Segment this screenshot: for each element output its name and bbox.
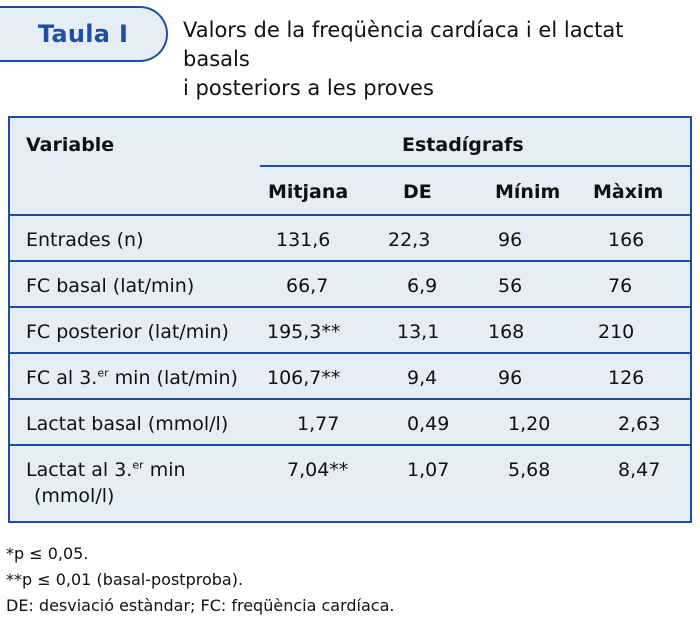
caption-line-2: i posteriors a les proves (183, 76, 434, 100)
row-separator (10, 352, 690, 354)
cell-maxim: 8,47 (618, 459, 661, 481)
header-group-estadigrafs: Estadígrafs (402, 134, 524, 156)
cell-maxim: 126 (608, 367, 645, 389)
cell-de: 6,9 (407, 275, 438, 297)
cell-de: 9,4 (407, 367, 438, 389)
header-col-de: DE (403, 181, 432, 203)
table-number-tab (0, 6, 168, 62)
header-col-maxim: Màxim (593, 181, 664, 203)
header-separator (10, 214, 690, 216)
row-separator (10, 306, 690, 308)
cell-maxim: 166 (608, 229, 645, 251)
row-label-lactat-3-min-unit: (mmol/l) (34, 485, 115, 507)
row-label-lactat-3-min: Lactat al 3.$^{er}$ min (26, 458, 186, 481)
header-col-mitjana: Mitjana (268, 181, 349, 203)
cell-de: 22,3 (388, 229, 431, 251)
row-label-fc-basal: FC basal (lat/min) (26, 275, 195, 297)
cell-mitjana: 131,6 (276, 229, 331, 251)
cell-maxim: 76 (608, 275, 633, 297)
cell-de: 0,49 (407, 413, 450, 435)
cell-minim: 168 (488, 321, 525, 343)
footnote-abbreviations: DE: desviació estàndar; FC: freqüència cardíaca. (6, 596, 395, 615)
table-number-label: Taula I (37, 20, 129, 48)
footnote-p-001: **p ≤ 0,01 (basal-postproba). (6, 570, 244, 589)
row-label-entrades: Entrades (n) (26, 229, 144, 251)
header-group-underline (260, 165, 690, 167)
cell-minim: 5,68 (508, 459, 551, 481)
cell-minim: 96 (498, 367, 523, 389)
cell-maxim: 210 (598, 321, 635, 343)
row-separator (10, 444, 690, 446)
cell-minim: 1,20 (508, 413, 551, 435)
caption-line-1: Valors de la freqüència cardíaca i el lactat basals (183, 18, 624, 71)
header-variable: Variable (26, 134, 115, 156)
cell-maxim: 2,63 (618, 413, 661, 435)
table-caption (183, 16, 693, 103)
cell-mitjana: 195,3** (267, 321, 341, 343)
row-separator (10, 260, 690, 262)
data-table (8, 116, 692, 523)
cell-mitjana: 7,04** (287, 459, 349, 481)
row-separator (10, 398, 690, 400)
cell-de: 13,1 (397, 321, 440, 343)
cell-mitjana: 1,77 (297, 413, 340, 435)
cell-minim: 56 (498, 275, 523, 297)
row-label-fc-posterior: FC posterior (lat/min) (26, 321, 229, 343)
header-col-minim: Mínim (495, 181, 561, 203)
row-label-fc-3-min: FC al 3.$^{er}$ min (lat/min) (26, 366, 238, 389)
cell-de: 1,07 (407, 459, 450, 481)
row-label-lactat-basal: Lactat basal (mmol/l) (26, 413, 229, 435)
cell-mitjana: 66,7 (286, 275, 329, 297)
footnote-p-005: *p ≤ 0,05. (6, 544, 89, 563)
cell-mitjana: 106,7** (267, 367, 341, 389)
cell-minim: 96 (498, 229, 523, 251)
